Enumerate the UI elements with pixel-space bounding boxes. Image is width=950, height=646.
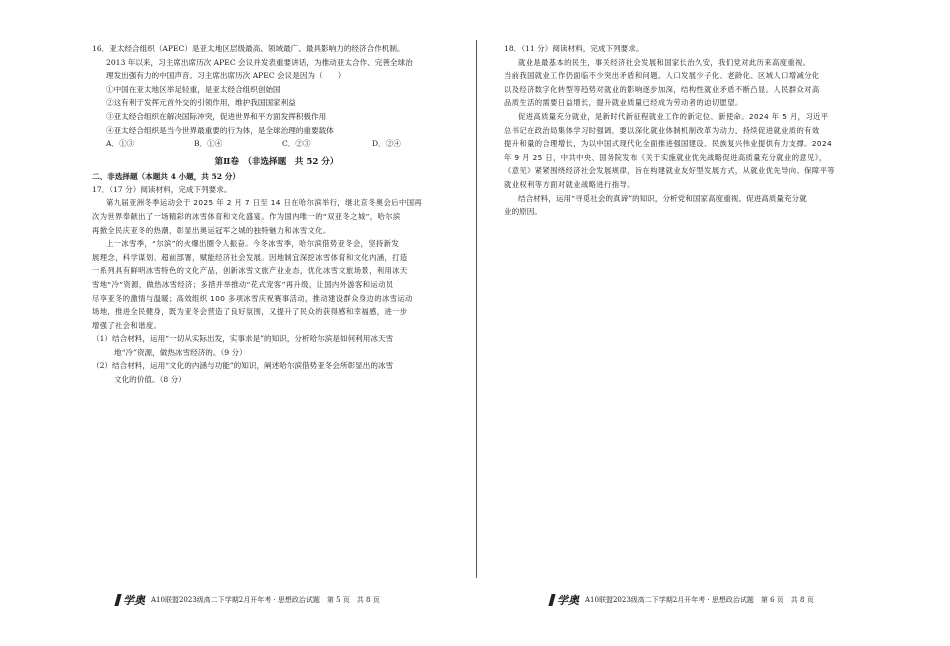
material-line: 以及经济数字化转型等趋势对就业的影响逐步加深，结构性就业矛盾不断凸显。人民群众对高: [504, 84, 820, 94]
footer-text: A10联盟2023级高二下学期2月开年考 · 思想政治试题 第 5 页 共 8 页: [151, 596, 380, 604]
material-line: 当前我国就业工作仍面临不少突出矛盾和问题。人口发展少子化、老龄化、区域人口增减分化: [504, 71, 820, 81]
right-footer: [550, 592, 814, 608]
question-18: [504, 42, 906, 219]
material-line: 一系列具有鲜明冰雪特色的文化产品，创新冰雪文旅产业业态，优化冰雪文旅场景，利用冰天: [92, 266, 408, 276]
q16-options: [92, 137, 461, 151]
left-footer: [116, 592, 380, 608]
footer-text: A10联盟2023级高二下学期2月开年考 · 思想政治试题 第 6 页 共 8 页: [585, 596, 814, 604]
material-line: 增强了社会和谐度。: [92, 320, 162, 330]
q16-item: ④亚太经合组织是当今世界最重要的行为体，是全球治理的重要载体: [106, 125, 334, 135]
q16-stem-line: 理发出强有力的中国声音。习主席出席历次 APEC 会议是因为（ ）: [106, 71, 346, 81]
material-line: 就业是最基本的民生，事关经济社会发展和国家长治久安，我们党对此历来高度重视。: [518, 57, 811, 67]
q16-item: ②这有利于发挥元首外交的引领作用，维护我国国家利益: [106, 98, 296, 108]
q18-stem: 18．（11 分）阅读材料，完成下列要求。: [504, 44, 644, 53]
option-a[interactable]: A．①③: [106, 139, 135, 149]
q16-item: ③亚太经合组织在解决国际冲突，促进世界和平方面发挥积极作用: [106, 111, 327, 121]
option-b[interactable]: B．①④: [194, 139, 223, 149]
q16-stem-line: 2013 年以来，习主席出席历次 APEC 会议并发表重要讲话，为推动亚太合作、完善全球治: [106, 57, 413, 67]
option-d[interactable]: D．②④: [372, 139, 401, 149]
option-c[interactable]: C．②③: [282, 139, 311, 149]
q17-material: [92, 196, 461, 332]
material-line: 上一冰雪季，“尔滨”的火爆出圈令人振奋。今冬冰雪季，哈尔滨借势亚冬会，坚持新发: [106, 239, 400, 249]
q16-stem-line: 16．亚太经合组织（APEC）是亚太地区层级最高、领域最广、最具影响力的经济合作机制。: [92, 44, 405, 53]
material-line: 年 9 月 25 日，中共中央、国务院发布《关于实施就业优先战略促进高质量充分就业的意见》，: [504, 152, 827, 162]
material-line: 《意见》紧紧围绕经济社会发展规律，旨在构建就业友好型发展方式，从就业优先导向、保障平等: [504, 166, 835, 176]
q18-material: [504, 56, 906, 192]
material-line: 场地，推进全民健身，既为亚冬会营造了良好氛围，又提升了民众的获得感和幸福感，进一步: [92, 307, 408, 317]
q17-sub-1-cont: 地“冷”资源，做热冰雪经济的。（9 分）: [114, 347, 247, 357]
material-line: 促进高质量充分就业，是新时代新征程就业工作的新定位、新使命。2024 年 5 月，习近平: [518, 111, 829, 121]
q17-sub-2-cont: 文化的价值。（8 分）: [114, 375, 186, 385]
right-page: [478, 0, 950, 646]
material-line: 次为世界奉献出了一场精彩的冰雪体育和文化盛宴。作为国内唯一的“双亚冬之城”，哈尔滨: [92, 211, 401, 221]
part-2-title: 第Ⅱ卷 （非选择题 共 52 分）: [214, 156, 339, 167]
material-line: 品质生活的需要日益增长，提升就业质量已经成为劳动者的迫切愿望。: [504, 98, 743, 108]
q18-task-line: 结合材料，运用“寻觅社会的真谛”的知识，分析党和国家高度重视、促进高质量充分就: [518, 193, 807, 203]
material-line: 总书记在政治局集体学习时强调，要以深化就业体制机制改革为动力，持续促进就业质的有效: [504, 125, 820, 135]
brand-logo-text: 学奥: [557, 594, 579, 607]
brand-logo-text: 学奥: [123, 594, 145, 607]
q17-sub-1: （1）结合材料，运用“一切从实际出发，实事求是”的知识，分析哈尔滨是如何利用冰天雪: [92, 334, 394, 344]
q18-task-line: 业的原因。: [504, 207, 542, 217]
material-line: 第九届亚洲冬季运动会于 2025 年 2 月 7 日至 14 日在哈尔滨举行，继北京冬奥会后中国再: [106, 198, 423, 208]
part-2-heading: 二、非选择题（本题共 4 小题，共 52 分）: [92, 171, 240, 181]
material-line: 尽享亚冬的激情与温暖；高效组织 100 多项冰雪庆祝赛事活动，推动建设群众身边的冰雪运动: [92, 293, 413, 303]
q17-sub-2: （2）结合材料，运用“文化的内涵与功能”的知识，阐述哈尔滨借势亚冬会所彰显出的冰雪: [92, 361, 394, 371]
q17-stem: 17．（17 分）阅读材料，完成下列要求。: [92, 184, 232, 194]
q16-item: ①中国在亚太地区举足轻重，是亚太经合组织创始国: [106, 84, 281, 94]
page-divider: [476, 40, 477, 578]
question-17: [92, 183, 461, 387]
question-16: [92, 42, 461, 151]
material-line: 展理念，科学谋划、超前部署，赋能经济社会发展。因地制宜深挖冰雪体育和文化内涵，打造: [92, 252, 408, 262]
material-line: 雪地“冷”资源，做热冰雪经济；多措并举推动“花式宠客”再升级，让国内外游客和运动员: [92, 279, 394, 289]
material-line: 再掀全民庆亚冬的热潮，彰显出奥运冠军之城的独特魅力和冰雪文化。: [92, 225, 331, 235]
brand-logo-icon: [114, 594, 121, 606]
material-line: 提升和量的合理增长，为以中国式现代化全面推进强国建设、民族复兴伟业提供有力支撑。2024: [504, 139, 833, 149]
material-line: 就业权利等方面对就业战略进行指导。: [504, 179, 635, 189]
brand-logo-icon: [548, 594, 555, 606]
